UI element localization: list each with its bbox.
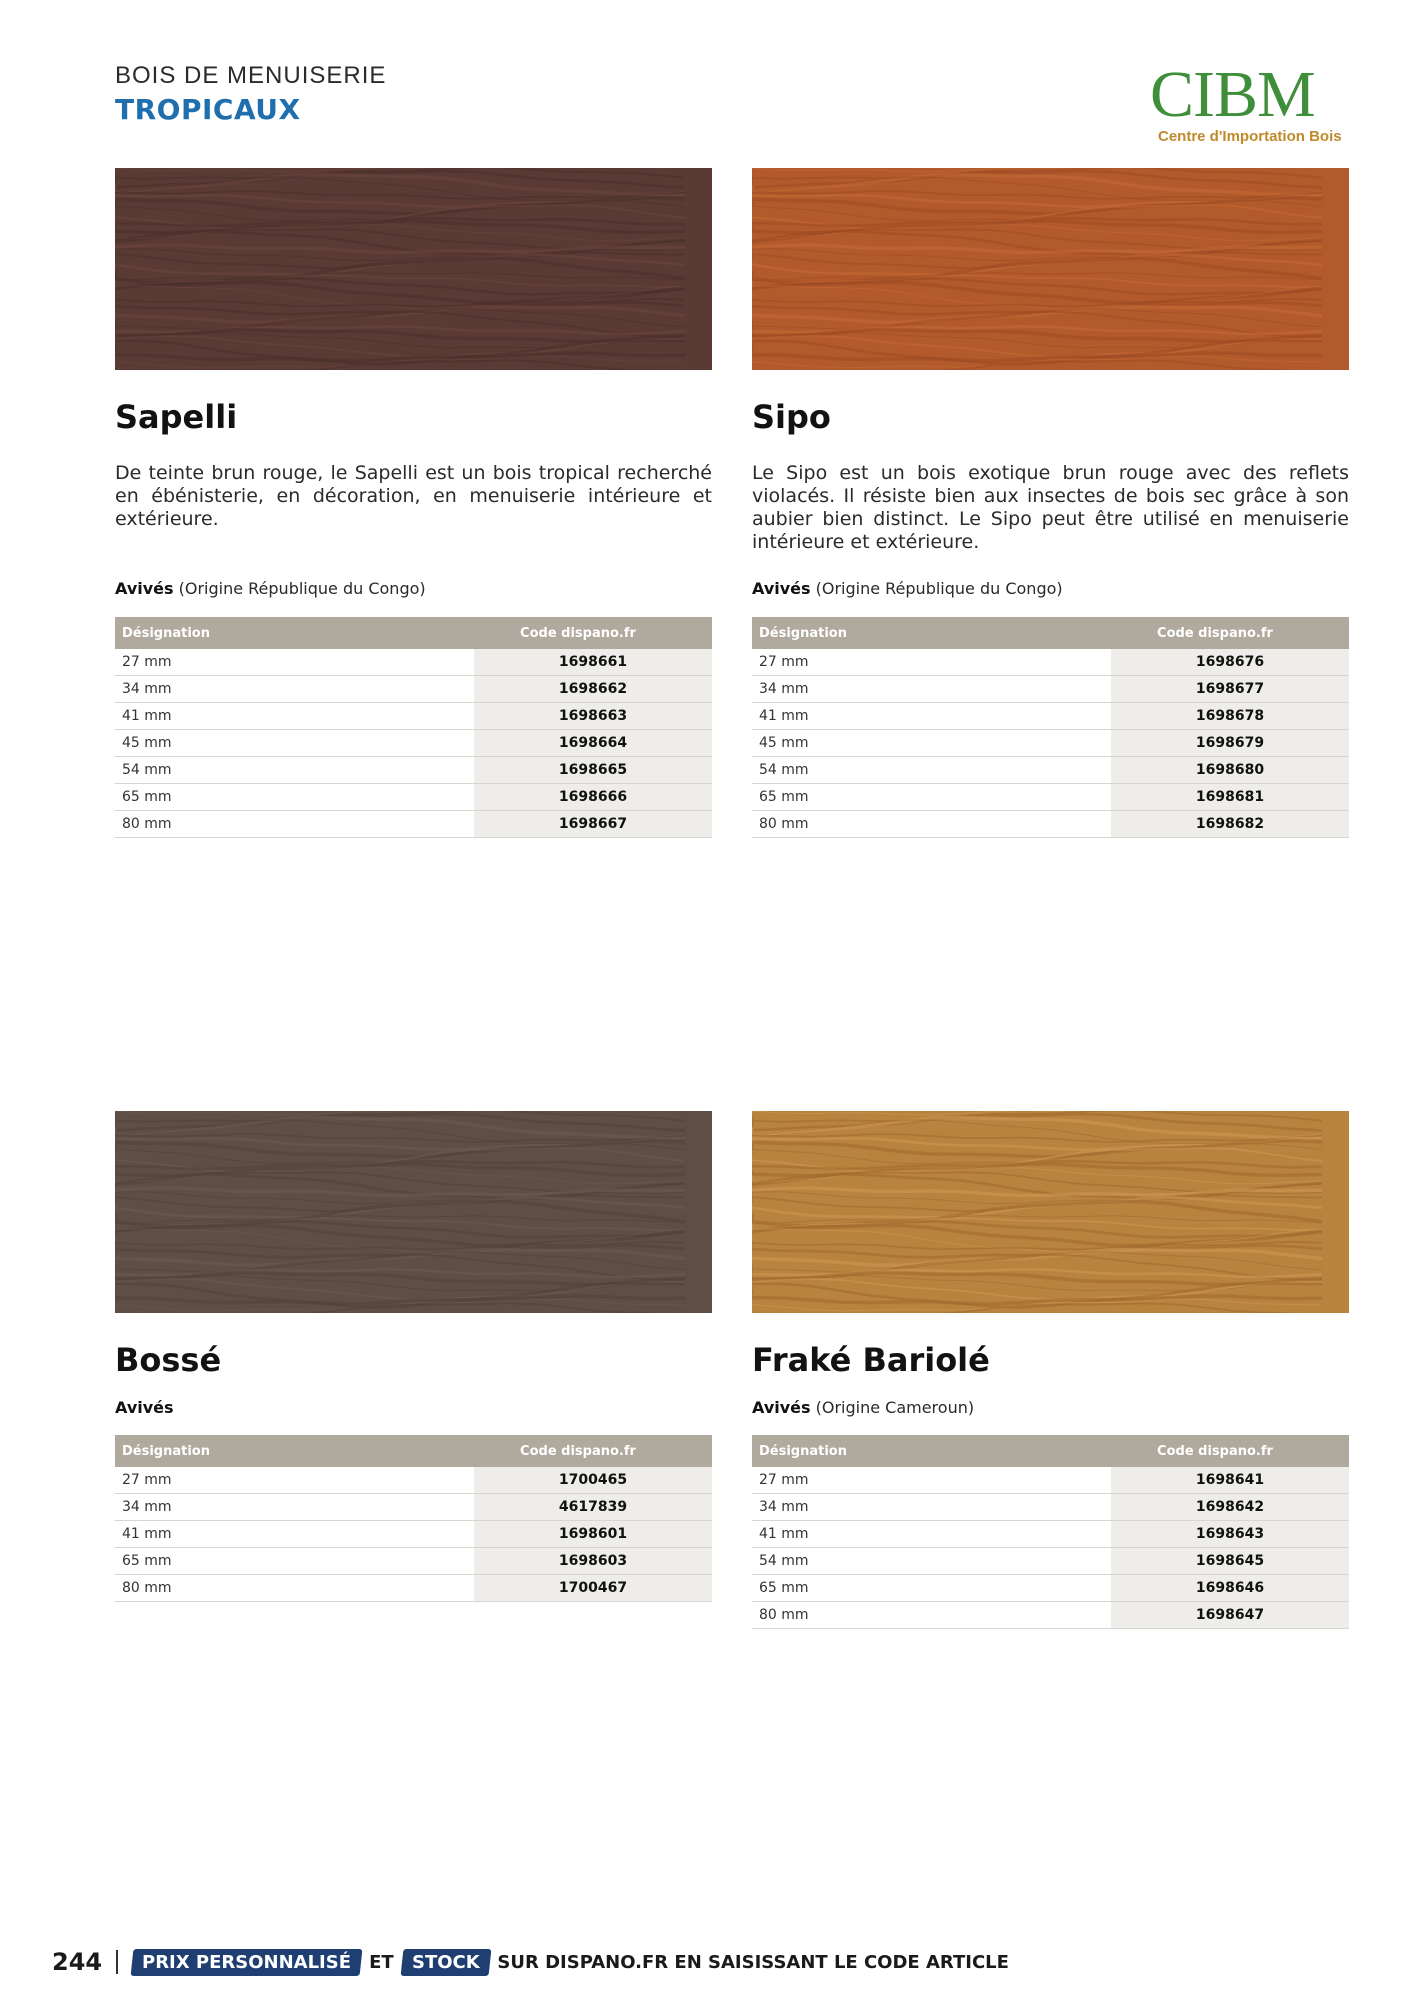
subhead-bold: Avivés xyxy=(752,1398,811,1417)
row-code[interactable]: 1698680 xyxy=(1111,757,1349,784)
row-code[interactable]: 1698645 xyxy=(1111,1548,1349,1575)
row-designation: 65 mm xyxy=(752,784,1111,811)
column-header-code: Code dispano.fr xyxy=(474,617,712,649)
product-card-sipo xyxy=(752,168,1349,848)
row-designation: 27 mm xyxy=(752,1467,1111,1494)
row-designation: 45 mm xyxy=(115,730,474,757)
table-row xyxy=(115,1548,712,1575)
row-designation: 34 mm xyxy=(115,676,474,703)
column-header-designation: Désignation xyxy=(115,1435,474,1467)
table-row xyxy=(115,649,712,676)
product-title: Sipo xyxy=(752,398,831,436)
product-subhead xyxy=(115,579,426,598)
table-row xyxy=(752,757,1349,784)
cibm-logo xyxy=(1150,60,1340,150)
wood-sample-image xyxy=(115,1111,712,1313)
product-description: De teinte brun rouge, le Sapelli est un bois tropical recherché en ébénisterie, en décoration, en menuiserie intérieure et extérieure. xyxy=(115,462,712,530)
wood-sample-image xyxy=(115,168,712,370)
row-code[interactable]: 1698666 xyxy=(474,784,712,811)
row-code[interactable]: 1698677 xyxy=(1111,676,1349,703)
row-designation: 27 mm xyxy=(752,649,1111,676)
section-subtitle: TROPICAUX xyxy=(115,93,301,126)
row-designation: 54 mm xyxy=(115,757,474,784)
table-row xyxy=(752,1602,1349,1629)
row-designation: 34 mm xyxy=(752,1494,1111,1521)
product-subhead xyxy=(752,1398,974,1417)
subhead-origin: (Origine Cameroun) xyxy=(810,1398,975,1417)
footer-divider xyxy=(116,1950,118,1974)
product-table xyxy=(752,617,1349,838)
wood-sample-image xyxy=(752,168,1349,370)
page-number: 244 xyxy=(52,1948,103,1976)
row-code[interactable]: 1698647 xyxy=(1111,1602,1349,1629)
row-code[interactable]: 1698642 xyxy=(1111,1494,1349,1521)
column-header-designation: Désignation xyxy=(752,617,1111,649)
logo-subtitle: Centre d'Importation Bois xyxy=(1158,128,1342,145)
footer-tag-stock-label: STOCK xyxy=(411,1951,480,1973)
column-header-code: Code dispano.fr xyxy=(474,1435,712,1467)
row-code[interactable]: 1698643 xyxy=(1111,1521,1349,1548)
table-row xyxy=(752,1575,1349,1602)
row-code[interactable]: 1698641 xyxy=(1111,1467,1349,1494)
table-row xyxy=(752,676,1349,703)
row-designation: 65 mm xyxy=(115,1548,474,1575)
subhead-origin: (Origine République du Congo) xyxy=(810,579,1063,598)
row-code[interactable]: 1698661 xyxy=(474,649,712,676)
product-title: Fraké Bariolé xyxy=(752,1341,990,1379)
table-row xyxy=(115,1467,712,1494)
table-row xyxy=(115,730,712,757)
product-subhead xyxy=(752,579,1063,598)
footer-tag-prix xyxy=(131,1949,363,1976)
table-row xyxy=(115,703,712,730)
row-designation: 34 mm xyxy=(752,676,1111,703)
row-code[interactable]: 1698676 xyxy=(1111,649,1349,676)
table-row xyxy=(752,811,1349,838)
product-card-frake-bariole xyxy=(752,1111,1349,1651)
subhead-bold: Avivés xyxy=(752,579,811,598)
table-row xyxy=(752,1521,1349,1548)
row-code[interactable]: 1698681 xyxy=(1111,784,1349,811)
product-card-sapelli xyxy=(115,168,712,848)
table-row xyxy=(752,649,1349,676)
row-designation: 34 mm xyxy=(115,1494,474,1521)
row-designation: 80 mm xyxy=(752,1602,1111,1629)
column-header-designation: Désignation xyxy=(752,1435,1111,1467)
table-row xyxy=(115,676,712,703)
row-designation: 80 mm xyxy=(115,1575,474,1602)
table-row xyxy=(752,1494,1349,1521)
row-designation: 41 mm xyxy=(115,703,474,730)
row-designation: 41 mm xyxy=(752,1521,1111,1548)
table-row xyxy=(115,1575,712,1602)
page-footer xyxy=(52,1944,1009,1980)
row-code[interactable]: 1698667 xyxy=(474,811,712,838)
row-code[interactable]: 4617839 xyxy=(474,1494,712,1521)
subhead-bold: Avivés xyxy=(115,579,174,598)
product-description: Le Sipo est un bois exotique brun rouge avec des reflets violacés. Il résiste bien aux insectes de bois sec grâce à son aubier bien distinct. Le Sipo peut être utilisé en menuiserie intérieure et extérieure. xyxy=(752,462,1349,553)
row-designation: 41 mm xyxy=(752,703,1111,730)
table-row xyxy=(752,730,1349,757)
table-row xyxy=(752,784,1349,811)
product-table xyxy=(752,1435,1349,1629)
row-code[interactable]: 1698646 xyxy=(1111,1575,1349,1602)
table-row xyxy=(752,703,1349,730)
table-row xyxy=(115,757,712,784)
product-subhead xyxy=(115,1398,174,1417)
row-code[interactable]: 1698679 xyxy=(1111,730,1349,757)
footer-tag-prix-label: PRIX PERSONNALISÉ xyxy=(142,1951,352,1973)
row-code[interactable]: 1700467 xyxy=(474,1575,712,1602)
section-title: BOIS DE MENUISERIE xyxy=(115,62,387,89)
wood-sample-image xyxy=(752,1111,1349,1313)
row-designation: 54 mm xyxy=(752,1548,1111,1575)
product-card-bosse xyxy=(115,1111,712,1651)
table-row xyxy=(115,811,712,838)
column-header-code: Code dispano.fr xyxy=(1111,617,1349,649)
row-code[interactable]: 1698664 xyxy=(474,730,712,757)
column-header-code: Code dispano.fr xyxy=(1111,1435,1349,1467)
table-row xyxy=(752,1548,1349,1575)
product-table xyxy=(115,1435,712,1602)
product-table xyxy=(115,617,712,838)
row-code[interactable]: 1698662 xyxy=(474,676,712,703)
row-code[interactable]: 1700465 xyxy=(474,1467,712,1494)
row-designation: 54 mm xyxy=(752,757,1111,784)
footer-tag-stock xyxy=(400,1949,491,1976)
row-code[interactable]: 1698663 xyxy=(474,703,712,730)
row-code[interactable]: 1698682 xyxy=(1111,811,1349,838)
row-designation: 65 mm xyxy=(115,784,474,811)
subhead-bold: Avivés xyxy=(115,1398,174,1417)
row-code[interactable]: 1698601 xyxy=(474,1521,712,1548)
row-code[interactable]: 1698678 xyxy=(1111,703,1349,730)
row-code[interactable]: 1698665 xyxy=(474,757,712,784)
logo-text: CIBM xyxy=(1150,58,1315,131)
footer-text: SUR DISPANO.FR EN SAISISSANT LE CODE ARTICLE xyxy=(497,1951,1009,1973)
row-designation: 65 mm xyxy=(752,1575,1111,1602)
column-header-designation: Désignation xyxy=(115,617,474,649)
table-row xyxy=(115,1494,712,1521)
row-designation: 27 mm xyxy=(115,1467,474,1494)
row-designation: 41 mm xyxy=(115,1521,474,1548)
table-row xyxy=(115,784,712,811)
subhead-origin: (Origine République du Congo) xyxy=(173,579,426,598)
table-row xyxy=(115,1521,712,1548)
product-title: Bossé xyxy=(115,1341,222,1379)
row-designation: 45 mm xyxy=(752,730,1111,757)
row-designation: 27 mm xyxy=(115,649,474,676)
row-code[interactable]: 1698603 xyxy=(474,1548,712,1575)
footer-connector: ET xyxy=(369,1951,394,1973)
table-row xyxy=(752,1467,1349,1494)
product-title: Sapelli xyxy=(115,398,238,436)
row-designation: 80 mm xyxy=(115,811,474,838)
row-designation: 80 mm xyxy=(752,811,1111,838)
